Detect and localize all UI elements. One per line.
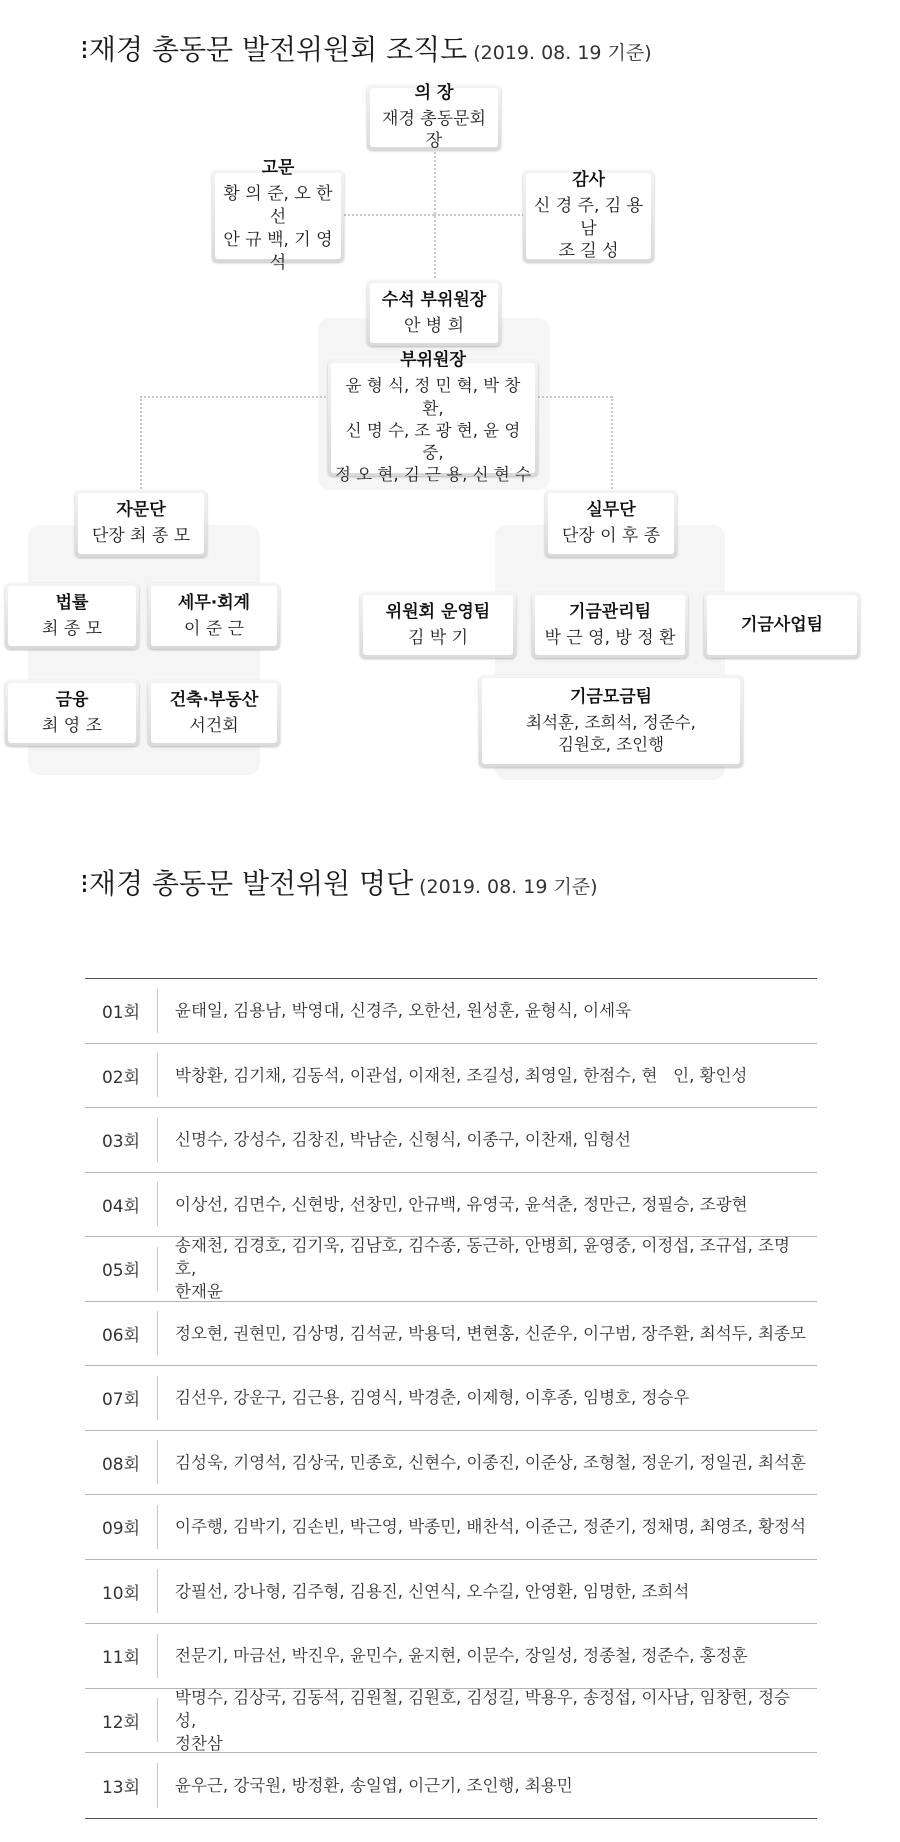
table-row <box>85 1366 817 1431</box>
member-names: 신명수, 강성수, 김창진, 박남순, 신형식, 이종구, 이찬재, 임형선 <box>175 1130 631 1150</box>
advisors-title: 고문 <box>261 158 295 179</box>
senior-vice-chair-box <box>367 280 501 346</box>
class-number: 08회 <box>85 1440 158 1484</box>
chair-title: 의 장 <box>414 82 454 103</box>
class-number: 01회 <box>85 989 158 1033</box>
vice-chairs-box <box>328 350 538 485</box>
chair-box <box>367 82 501 152</box>
table-row <box>85 1237 817 1302</box>
vice-chairs-title: 부위원장 <box>400 350 466 371</box>
org-chart-date: (2019. 08. 19 기준) <box>473 42 652 64</box>
org-chart-heading <box>80 28 652 68</box>
class-number: 03회 <box>85 1118 158 1162</box>
class-number: 09회 <box>85 1505 158 1549</box>
connector-left-branch <box>140 396 330 398</box>
fund-business-box <box>704 592 860 658</box>
vice-chairs-names: 윤 형 식, 정 민 혁, 박 창 환, 신 명 수, 조 광 현, 윤 영 중, 정 오 현, 김 근 용, 신 현 수 <box>335 376 531 485</box>
working-group-title: 실무단 <box>586 500 636 521</box>
roster-date: (2019. 08. 19 기준) <box>419 876 598 898</box>
member-names: 김성욱, 기영석, 김상국, 민종호, 신현수, 이종진, 이준상, 조형철, 정운기, 정일권, 최석훈 <box>175 1452 806 1472</box>
connector-advisors <box>340 214 434 216</box>
connector-left-down <box>140 396 142 492</box>
bullet-mark: ⁝ <box>80 867 87 900</box>
construction-realestate-title: 건축·부동산 <box>169 689 259 710</box>
table-row <box>85 1108 817 1173</box>
fund-business-title: 기금사업팀 <box>740 614 824 635</box>
senior-vice-chair-title: 수석 부위원장 <box>381 289 487 310</box>
table-row <box>85 1302 817 1367</box>
member-names: 김선우, 강운구, 김근용, 김영식, 박경춘, 이제형, 이후종, 임병호, 정승우 <box>175 1388 690 1408</box>
class-number: 07회 <box>85 1376 158 1420</box>
roster-title: 재경 총동문 발전위원 명단 <box>88 867 414 900</box>
finance-box <box>5 680 139 746</box>
connector-right-branch <box>538 396 612 398</box>
law-title: 법률 <box>55 592 89 613</box>
member-names: 전문기, 마금선, 박진우, 윤민수, 윤지현, 이문수, 장일성, 정종철, 정준수, 홍정훈 <box>175 1646 748 1666</box>
class-number: 12회 <box>85 1698 158 1742</box>
working-group-names: 단장 이 후 종 <box>561 526 661 546</box>
member-names: 송재천, 김경호, 김기욱, 김남호, 김수종, 동근하, 안병희, 윤영중, 이정섭, 조규섭, 조명호, 한재윤 <box>175 1236 790 1302</box>
finance-title: 금융 <box>55 689 89 710</box>
advisory-group-names: 단장 최 종 모 <box>91 526 191 546</box>
table-row <box>85 1495 817 1560</box>
table-row <box>85 1044 817 1109</box>
table-row <box>85 1689 817 1754</box>
bullet-mark: ⁝ <box>80 33 87 66</box>
table-row <box>85 1753 817 1818</box>
law-names: 최 종 모 <box>41 618 103 639</box>
member-names: 강필선, 강나형, 김주형, 김용진, 신연식, 오수길, 안영환, 임명한, 조희석 <box>175 1581 690 1601</box>
construction-realestate-box <box>148 680 280 746</box>
working-group-box <box>545 490 677 557</box>
class-number: 10회 <box>85 1569 158 1613</box>
auditors-title: 감사 <box>572 169 605 190</box>
committee-ops-title: 위원회 운영팀 <box>385 601 491 622</box>
connector-auditors <box>434 214 524 216</box>
fundraising-box <box>479 675 743 767</box>
class-number: 05회 <box>85 1247 158 1291</box>
fund-management-names: 박 근 영, 방 정 환 <box>544 627 676 648</box>
class-number: 02회 <box>85 1053 158 1097</box>
fund-management-box <box>532 592 688 658</box>
committee-ops-box <box>360 592 516 658</box>
member-names: 이상선, 김면수, 신현방, 선창민, 안규백, 유영국, 윤석춘, 정만근, 정필승, 조광현 <box>175 1194 748 1214</box>
auditors-box <box>523 170 654 262</box>
member-names: 윤우근, 강국원, 방정환, 송일엽, 이근기, 조인행, 최용민 <box>175 1775 573 1795</box>
member-names: 이주행, 김박기, 김손빈, 박근영, 박종민, 배찬석, 이준근, 정준기, 정채명, 최영조, 황정석 <box>175 1517 806 1537</box>
fund-management-title: 기금관리팀 <box>568 601 652 622</box>
fundraising-title: 기금모금팀 <box>569 686 653 707</box>
advisors-names: 황 의 준, 오 한 선 안 규 백, 기 영 석 <box>223 184 333 273</box>
member-names: 정오현, 권현민, 김상명, 김석균, 박용덕, 변현홍, 신준우, 이구범, 장주환, 최석두, 최종모 <box>175 1323 806 1343</box>
roster-table <box>85 978 817 1819</box>
advisory-group-title: 자문단 <box>116 500 166 521</box>
finance-names: 최 영 조 <box>41 715 103 736</box>
member-names: 박명수, 김상국, 김동석, 김원철, 김원호, 김성길, 박용우, 송정섭, 이사남, 임창헌, 정승성, 정찬삼 <box>175 1687 790 1753</box>
table-row <box>85 1431 817 1496</box>
class-number: 13회 <box>85 1763 158 1808</box>
table-row <box>85 979 817 1044</box>
chair-names: 재경 총동문회장 <box>382 108 486 152</box>
class-number: 04회 <box>85 1182 158 1226</box>
class-number: 11회 <box>85 1634 158 1678</box>
tax-accounting-names: 이 준 근 <box>183 618 245 639</box>
law-box <box>5 583 139 649</box>
senior-vice-chair-names: 안 병 희 <box>403 315 465 336</box>
table-row <box>85 1560 817 1625</box>
auditors-names: 신 경 주, 김 용 남 조 길 성 <box>533 195 644 262</box>
fundraising-names: 최석훈, 조희석, 정준수, 김원호, 조인행 <box>526 712 696 754</box>
committee-ops-names: 김 박 기 <box>407 627 469 648</box>
tax-accounting-box <box>148 583 280 649</box>
construction-realestate-names: 서건회 <box>189 715 239 736</box>
connector-right-down <box>611 396 613 492</box>
table-row <box>85 1173 817 1238</box>
member-names: 박창환, 김기채, 김동석, 이관섭, 이재천, 조길성, 최영일, 한점수, 현 인, 황인성 <box>175 1065 748 1085</box>
tax-accounting-title: 세무·회계 <box>177 592 251 613</box>
org-chart-title: 재경 총동문 발전위원회 조직도 <box>88 33 468 66</box>
advisory-group-box <box>75 490 207 557</box>
class-number: 06회 <box>85 1311 158 1355</box>
roster-heading <box>80 862 598 902</box>
member-names: 윤태일, 김용남, 박영대, 신경주, 오한선, 원성훈, 윤형식, 이세욱 <box>175 1001 631 1021</box>
table-row <box>85 1624 817 1689</box>
advisors-box <box>212 158 344 273</box>
